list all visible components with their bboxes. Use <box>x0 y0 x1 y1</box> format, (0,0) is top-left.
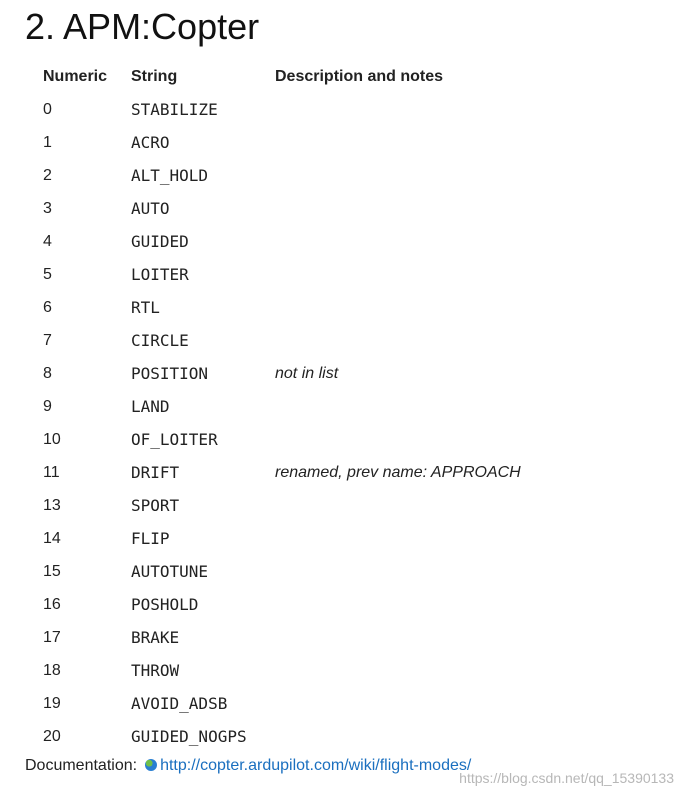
table-row <box>35 621 529 654</box>
table-row <box>35 423 529 456</box>
page-title: 2. APM:Copter <box>25 6 260 47</box>
cell-numeric: 7 <box>43 331 52 349</box>
cell-description: not in list <box>275 364 339 382</box>
cell-numeric: 16 <box>43 595 61 613</box>
cell-numeric: 5 <box>43 265 52 283</box>
cell-description <box>267 225 529 258</box>
cell-string: AUTOTUNE <box>131 562 209 581</box>
table-row <box>35 456 529 489</box>
documentation-line <box>25 755 471 777</box>
cell-string: THROW <box>131 661 180 680</box>
header-numeric: Numeric <box>43 67 108 85</box>
cell-string: AVOID_ADSB <box>131 694 228 713</box>
table-row <box>35 324 529 357</box>
table-row <box>35 192 529 225</box>
cell-description <box>267 720 529 753</box>
cell-description <box>267 390 529 423</box>
cell-string: BRAKE <box>131 628 180 647</box>
cell-numeric: 10 <box>43 430 61 448</box>
cell-description <box>267 159 529 192</box>
cell-string: POSITION <box>131 364 209 383</box>
cell-string: RTL <box>131 298 160 317</box>
cell-numeric: 15 <box>43 562 61 580</box>
cell-string: FLIP <box>131 529 170 548</box>
header-string: String <box>131 67 178 85</box>
cell-description <box>267 93 529 126</box>
cell-description <box>267 192 529 225</box>
watermark: https://blog.csdn.net/qq_15390133 <box>459 770 674 786</box>
cell-string: LOITER <box>131 265 189 284</box>
cell-description <box>267 489 529 522</box>
documentation-link[interactable]: http://copter.ardupilot.com/wiki/flight-modes/ <box>160 757 472 774</box>
cell-numeric: 8 <box>43 364 52 382</box>
cell-numeric: 14 <box>43 529 61 547</box>
cell-description: renamed, prev name: APPROACH <box>275 463 521 481</box>
cell-description <box>267 555 529 588</box>
cell-string: CIRCLE <box>131 331 189 350</box>
cell-numeric: 2 <box>43 166 52 184</box>
flight-modes-table <box>35 60 529 753</box>
table-row <box>35 291 529 324</box>
cell-string: GUIDED <box>131 232 189 251</box>
table-row <box>35 159 529 192</box>
cell-numeric: 0 <box>43 100 52 118</box>
cell-numeric: 20 <box>43 727 61 745</box>
table-row <box>35 588 529 621</box>
cell-description <box>267 126 529 159</box>
header-description: Description and notes <box>275 67 444 85</box>
cell-numeric: 19 <box>43 694 61 712</box>
table-row <box>35 258 529 291</box>
table-header-row <box>35 60 529 93</box>
cell-description <box>267 324 529 357</box>
table-row <box>35 357 529 390</box>
cell-numeric: 6 <box>43 298 52 316</box>
table-row <box>35 687 529 720</box>
documentation-label: Documentation: <box>25 757 138 774</box>
cell-string: ACRO <box>131 133 170 152</box>
cell-numeric: 13 <box>43 496 61 514</box>
cell-numeric: 4 <box>43 232 52 250</box>
table-row <box>35 522 529 555</box>
table-row <box>35 720 529 753</box>
cell-string: ALT_HOLD <box>131 166 209 185</box>
table-row <box>35 654 529 687</box>
cell-string: GUIDED_NOGPS <box>131 727 247 746</box>
cell-description <box>267 291 529 324</box>
cell-description <box>267 621 529 654</box>
cell-numeric: 18 <box>43 661 61 679</box>
globe-icon <box>145 759 157 771</box>
cell-string: POSHOLD <box>131 595 199 614</box>
cell-description <box>267 654 529 687</box>
table-row <box>35 555 529 588</box>
cell-description <box>267 588 529 621</box>
cell-string: LAND <box>131 397 170 416</box>
cell-string: DRIFT <box>131 463 180 482</box>
cell-description <box>267 423 529 456</box>
cell-numeric: 9 <box>43 397 52 415</box>
table-row <box>35 489 529 522</box>
cell-numeric: 3 <box>43 199 52 217</box>
table-row <box>35 126 529 159</box>
cell-description <box>267 687 529 720</box>
cell-string: SPORT <box>131 496 180 515</box>
cell-numeric: 1 <box>43 133 52 151</box>
cell-description <box>267 522 529 555</box>
cell-description <box>267 258 529 291</box>
cell-string: OF_LOITER <box>131 430 218 449</box>
cell-numeric: 17 <box>43 628 61 646</box>
cell-string: AUTO <box>131 199 170 218</box>
cell-numeric: 11 <box>43 463 60 481</box>
table-row <box>35 390 529 423</box>
table-row <box>35 225 529 258</box>
cell-string: STABILIZE <box>131 100 218 119</box>
table-row <box>35 93 529 126</box>
